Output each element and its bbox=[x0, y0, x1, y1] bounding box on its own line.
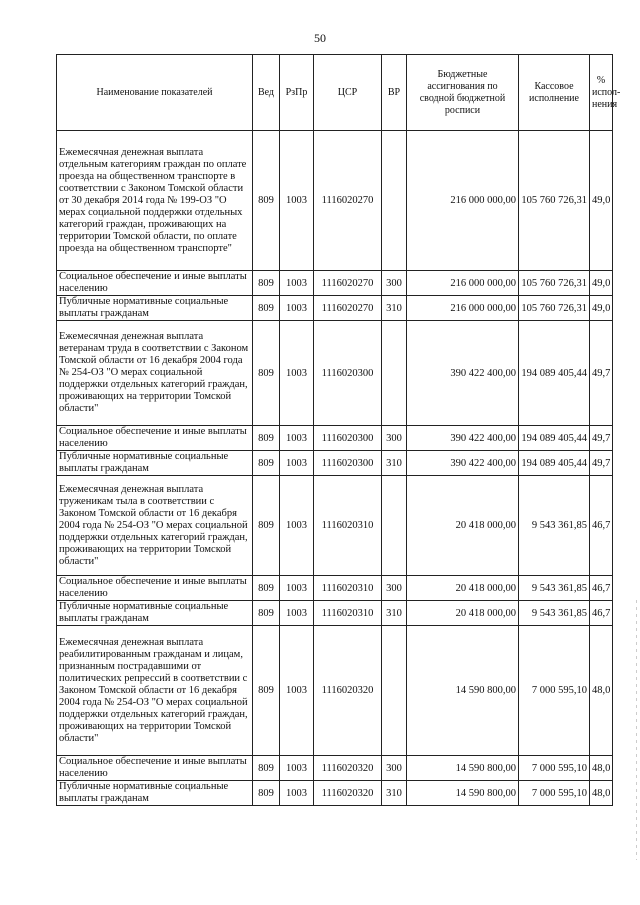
row-cash: 194 089 405,44 bbox=[519, 426, 590, 451]
table-header-row bbox=[57, 55, 613, 131]
row-ved: 809 bbox=[253, 756, 280, 781]
row-rzpr: 1003 bbox=[280, 451, 314, 476]
row-percent: 48,0 bbox=[590, 626, 613, 756]
row-cash: 9 543 361,85 bbox=[519, 576, 590, 601]
row-percent: 49,0 bbox=[590, 271, 613, 296]
row-budget: 14 590 800,00 bbox=[407, 626, 519, 756]
row-vr bbox=[382, 626, 407, 756]
row-cash: 194 089 405,44 bbox=[519, 321, 590, 426]
row-budget: 14 590 800,00 bbox=[407, 756, 519, 781]
row-ved: 809 bbox=[253, 131, 280, 271]
row-budget: 390 422 400,00 bbox=[407, 426, 519, 451]
row-rzpr: 1003 bbox=[280, 601, 314, 626]
table-row bbox=[57, 781, 613, 806]
row-budget: 390 422 400,00 bbox=[407, 321, 519, 426]
table-row bbox=[57, 626, 613, 756]
row-cash: 194 089 405,44 bbox=[519, 451, 590, 476]
row-rzpr: 1003 bbox=[280, 626, 314, 756]
row-budget: 20 418 000,00 bbox=[407, 601, 519, 626]
header-cash: Кассовое исполнение bbox=[519, 55, 590, 131]
row-csr: 1116020270 bbox=[314, 131, 382, 271]
row-rzpr: 1003 bbox=[280, 131, 314, 271]
row-percent: 48,0 bbox=[590, 781, 613, 806]
row-budget: 20 418 000,00 bbox=[407, 476, 519, 576]
row-percent: 46,7 bbox=[590, 601, 613, 626]
row-vr: 310 bbox=[382, 781, 407, 806]
row-rzpr: 1003 bbox=[280, 296, 314, 321]
row-csr: 1116020300 bbox=[314, 321, 382, 426]
row-csr: 1116020320 bbox=[314, 626, 382, 756]
row-budget: 20 418 000,00 bbox=[407, 576, 519, 601]
row-percent: 49,7 bbox=[590, 321, 613, 426]
row-percent: 49,0 bbox=[590, 296, 613, 321]
row-vr bbox=[382, 321, 407, 426]
row-name: Социальное обеспечение и иные выплаты населению bbox=[57, 756, 253, 781]
row-cash: 7 000 595,10 bbox=[519, 756, 590, 781]
table-row bbox=[57, 756, 613, 781]
row-name: Ежемесячная денежная выплата отдельным категориям граждан по оплате проезда на общественном транспорте в соответствии с Законом Томской области от 30 декабря 2014 года № 199-ОЗ "О мерах социальной поддержки отдельных категорий граждан, проживающих на территории Томской области, по оплате проезда на общественном транспорте" bbox=[57, 131, 253, 271]
row-percent: 46,7 bbox=[590, 476, 613, 576]
page-number: 50 bbox=[314, 31, 326, 45]
row-vr: 300 bbox=[382, 271, 407, 296]
row-csr: 1116020310 bbox=[314, 476, 382, 576]
row-vr bbox=[382, 131, 407, 271]
row-budget: 390 422 400,00 bbox=[407, 451, 519, 476]
row-vr bbox=[382, 476, 407, 576]
row-csr: 1116020270 bbox=[314, 296, 382, 321]
row-name: Социальное обеспечение и иные выплаты населению bbox=[57, 426, 253, 451]
row-ved: 809 bbox=[253, 321, 280, 426]
table-row bbox=[57, 476, 613, 576]
row-cash: 7 000 595,10 bbox=[519, 626, 590, 756]
budget-execution-table bbox=[56, 54, 621, 806]
table-row bbox=[57, 601, 613, 626]
header-rzpr: РзПр bbox=[280, 55, 314, 131]
row-budget: 216 000 000,00 bbox=[407, 296, 519, 321]
row-rzpr: 1003 bbox=[280, 781, 314, 806]
row-vr: 300 bbox=[382, 576, 407, 601]
table-row bbox=[57, 131, 613, 271]
row-name: Публичные нормативные социальные выплаты гражданам bbox=[57, 451, 253, 476]
row-csr: 1116020270 bbox=[314, 271, 382, 296]
row-ved: 809 bbox=[253, 296, 280, 321]
row-vr: 310 bbox=[382, 451, 407, 476]
table-row bbox=[57, 576, 613, 601]
row-cash: 105 760 726,31 bbox=[519, 296, 590, 321]
table-row bbox=[57, 451, 613, 476]
header-budget: Бюджетные ассигнования по сводной бюджетной росписи bbox=[407, 55, 519, 131]
table-row bbox=[57, 321, 613, 426]
row-name: Социальное обеспечение и иные выплаты населению bbox=[57, 271, 253, 296]
row-rzpr: 1003 bbox=[280, 271, 314, 296]
row-rzpr: 1003 bbox=[280, 321, 314, 426]
scan-edge-mark bbox=[636, 600, 637, 860]
row-percent: 49,7 bbox=[590, 426, 613, 451]
row-csr: 1116020300 bbox=[314, 451, 382, 476]
row-cash: 7 000 595,10 bbox=[519, 781, 590, 806]
header-name: Наименование показателей bbox=[57, 55, 253, 131]
row-name: Ежемесячная денежная выплата реабилитированным гражданам и лицам, признанным пострадавшими от политических репрессий в соответствии с Законом Томской области от 16 декабря 2004 года № 254-ОЗ "О мерах социальной поддержки отдельных категорий граждан, проживающих на территории Томской области" bbox=[57, 626, 253, 756]
row-name: Ежемесячная денежная выплата труженикам тыла в соответствии с Законом Томской области от 16 декабря 2004 года № 254-ОЗ "О мерах социальной поддержки отдельных категорий граждан, проживающих на территории Томской области" bbox=[57, 476, 253, 576]
row-budget: 216 000 000,00 bbox=[407, 131, 519, 271]
row-vr: 300 bbox=[382, 426, 407, 451]
row-vr: 310 bbox=[382, 601, 407, 626]
row-rzpr: 1003 bbox=[280, 476, 314, 576]
row-name: Публичные нормативные социальные выплаты гражданам bbox=[57, 781, 253, 806]
row-ved: 809 bbox=[253, 601, 280, 626]
row-budget: 216 000 000,00 bbox=[407, 271, 519, 296]
row-ved: 809 bbox=[253, 781, 280, 806]
row-rzpr: 1003 bbox=[280, 576, 314, 601]
header-csr: ЦСР bbox=[314, 55, 382, 131]
row-csr: 1116020320 bbox=[314, 781, 382, 806]
table-row bbox=[57, 296, 613, 321]
row-cash: 105 760 726,31 bbox=[519, 131, 590, 271]
row-rzpr: 1003 bbox=[280, 756, 314, 781]
row-csr: 1116020320 bbox=[314, 756, 382, 781]
row-cash: 9 543 361,85 bbox=[519, 476, 590, 576]
row-name: Социальное обеспечение и иные выплаты населению bbox=[57, 576, 253, 601]
header-vr: ВР bbox=[382, 55, 407, 131]
table-row bbox=[57, 426, 613, 451]
row-percent: 48,0 bbox=[590, 756, 613, 781]
row-ved: 809 bbox=[253, 271, 280, 296]
row-ved: 809 bbox=[253, 576, 280, 601]
row-name: Публичные нормативные социальные выплаты гражданам bbox=[57, 296, 253, 321]
row-vr: 310 bbox=[382, 296, 407, 321]
row-percent: 46,7 bbox=[590, 576, 613, 601]
row-ved: 809 bbox=[253, 451, 280, 476]
row-name: Публичные нормативные социальные выплаты гражданам bbox=[57, 601, 253, 626]
row-ved: 809 bbox=[253, 426, 280, 451]
row-rzpr: 1003 bbox=[280, 426, 314, 451]
row-csr: 1116020300 bbox=[314, 426, 382, 451]
row-cash: 9 543 361,85 bbox=[519, 601, 590, 626]
table-row bbox=[57, 271, 613, 296]
row-percent: 49,0 bbox=[590, 131, 613, 271]
row-name: Ежемесячная денежная выплата ветеранам труда в соответствии с Законом Томской области от 16 декабря 2004 года № 254-ОЗ "О мерах социальной поддержки отдельных категорий граждан, проживающих на территории Томской области" bbox=[57, 321, 253, 426]
row-percent: 49,7 bbox=[590, 451, 613, 476]
row-csr: 1116020310 bbox=[314, 576, 382, 601]
row-ved: 809 bbox=[253, 626, 280, 756]
row-cash: 105 760 726,31 bbox=[519, 271, 590, 296]
row-budget: 14 590 800,00 bbox=[407, 781, 519, 806]
row-csr: 1116020310 bbox=[314, 601, 382, 626]
row-vr: 300 bbox=[382, 756, 407, 781]
header-percent: % испол- нения bbox=[590, 55, 613, 131]
row-ved: 809 bbox=[253, 476, 280, 576]
header-ved: Вед bbox=[253, 55, 280, 131]
